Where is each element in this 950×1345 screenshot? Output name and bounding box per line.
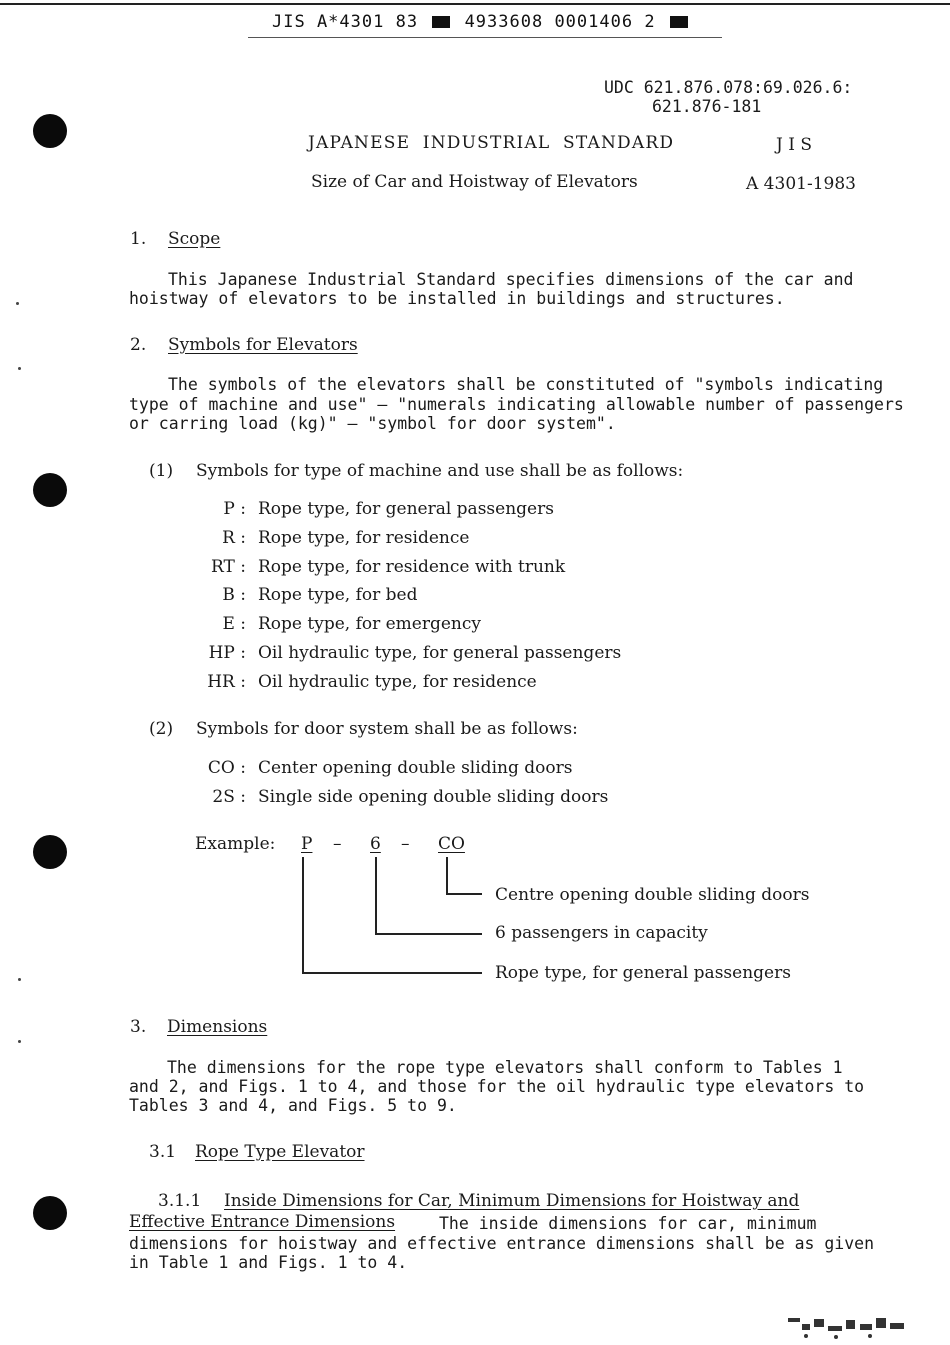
top-border — [0, 3, 950, 5]
barcode-block-icon — [432, 16, 450, 28]
subsection-1-number: (1) — [149, 461, 174, 481]
bracket-line-co — [446, 893, 482, 895]
section-3-1-1-text-line-1: The inside dimensions for car, minimum — [439, 1214, 817, 1233]
section-3-1-1-text-line-2: dimensions for hoistway and effective entrance dimensions shall be as given — [129, 1234, 875, 1253]
section-3-1-number: 3.1 — [149, 1142, 177, 1162]
section-2-text-line-3: or carring load (kg)" — "symbol for door system". — [129, 414, 616, 433]
scan-artifact-icon — [786, 1314, 916, 1342]
udc-line-1: UDC 621.876.078:69.026.6: — [604, 78, 853, 97]
section-3-text-line-2: and 2, and Figs. 1 to 4, and those for the oil hydraulic type elevators to — [129, 1077, 865, 1096]
document-code: JIS A*4301 83 — [272, 12, 419, 32]
section-3-number: 3. — [130, 1017, 147, 1037]
section-2-text-line-1: The symbols of the elevators shall be constituted of "symbols indicating — [168, 375, 884, 394]
scan-speck — [16, 302, 19, 305]
symbol-item: P : Rope type, for general passengers — [223, 499, 554, 519]
symbol-item: R : Rope type, for residence — [222, 528, 470, 548]
symbol-item: HP : Oil hydraulic type, for general passengers — [208, 643, 622, 663]
bracket-line-6 — [375, 933, 482, 935]
jis-mark: J I S — [776, 135, 812, 155]
scan-speck — [18, 1040, 21, 1043]
standard-org-title: JAPANESE INDUSTRIAL STANDARD — [308, 133, 675, 153]
section-3-1-1-title-line-1: Inside Dimensions for Car, Minimum Dimensions for Hoistway and — [224, 1191, 800, 1211]
example-symbol-p: P — [301, 834, 313, 854]
example-symbol-6: 6 — [370, 834, 381, 854]
subsection-1-text: Symbols for type of machine and use shall be as follows: — [196, 461, 684, 481]
door-symbol-item: 2S : Single side opening double sliding doors — [212, 787, 609, 807]
scan-speck — [18, 367, 21, 370]
symbol-item: HR : Oil hydraulic type, for residence — [207, 672, 537, 692]
section-3-1-1-number: 3.1.1 — [158, 1191, 202, 1211]
scan-speck — [18, 978, 21, 981]
symbol-item: B : Rope type, for bed — [222, 585, 418, 605]
door-symbol-item: CO : Center opening double sliding doors — [207, 758, 573, 778]
example-annotation-p: Rope type, for general passengers — [495, 963, 791, 983]
section-2-title: Symbols for Elevators — [168, 335, 358, 355]
example-dash: – — [333, 834, 342, 854]
section-1-number: 1. — [130, 229, 147, 249]
header-rule — [248, 37, 722, 38]
example-symbol-co: CO — [438, 834, 465, 854]
document-code-header — [272, 12, 691, 32]
symbol-item: RT : Rope type, for residence with trunk — [211, 557, 566, 577]
bracket-line-co — [446, 857, 448, 894]
bracket-line-6 — [375, 857, 377, 934]
document-serial: 4933608 0001406 2 — [464, 12, 656, 32]
standard-subject: Size of Car and Hoistway of Elevators — [311, 172, 638, 192]
section-3-text-line-3: Tables 3 and 4, and Figs. 5 to 9. — [129, 1096, 457, 1115]
example-label: Example: — [195, 834, 276, 854]
symbol-item: E : Rope type, for emergency — [222, 614, 482, 634]
section-2-text-line-2: type of machine and use" — "numerals indicating allowable number of passengers — [129, 395, 904, 414]
section-3-1-1-text-line-3: in Table 1 and Figs. 1 to 4. — [129, 1253, 408, 1272]
section-1-title: Scope — [168, 229, 221, 249]
binder-hole-icon — [33, 114, 67, 148]
section-3-title: Dimensions — [167, 1017, 268, 1037]
section-3-1-1-title-line-2: Effective Entrance Dimensions — [129, 1212, 396, 1232]
udc-line-2: 621.876-181 — [652, 97, 762, 116]
binder-hole-icon — [33, 1196, 67, 1230]
bracket-line-p — [302, 857, 304, 973]
binder-hole-icon — [33, 473, 67, 507]
section-2-number: 2. — [130, 335, 147, 355]
standard-number: A 4301-1983 — [746, 174, 856, 194]
section-3-text-line-1: The dimensions for the rope type elevators shall conform to Tables 1 — [167, 1058, 843, 1077]
example-dash: – — [401, 834, 410, 854]
binder-hole-icon — [33, 835, 67, 869]
example-annotation-6: 6 passengers in capacity — [495, 923, 708, 943]
section-1-text-line-2: hoistway of elevators to be installed in buildings and structures. — [129, 289, 785, 308]
example-annotation-co: Centre opening double sliding doors — [495, 885, 810, 905]
subsection-2-number: (2) — [149, 719, 174, 739]
section-3-1-title: Rope Type Elevator — [195, 1142, 365, 1162]
section-1-text-line-1: This Japanese Industrial Standard specifies dimensions of the car and — [168, 270, 854, 289]
subsection-2-text: Symbols for door system shall be as follows: — [196, 719, 578, 739]
bracket-line-p — [302, 972, 482, 974]
barcode-block-icon — [670, 16, 688, 28]
